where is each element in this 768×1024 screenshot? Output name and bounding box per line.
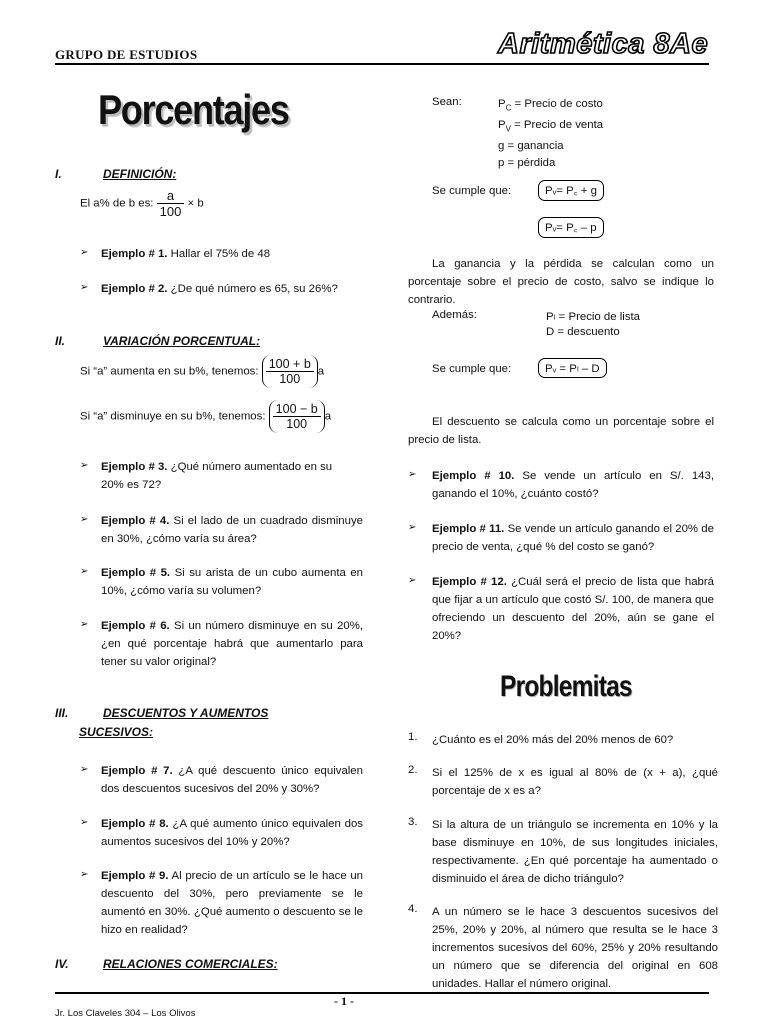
section-number: II. bbox=[55, 334, 66, 348]
footer-address: Jr. Los Claveles 304 – Los Olivos bbox=[55, 1008, 196, 1019]
relations-paragraph-2: El descuento se calcula como un porcentaje sobre el precio de lista. bbox=[408, 416, 714, 446]
section-heading-4 bbox=[55, 957, 355, 973]
definition-g: g = ganancia bbox=[498, 139, 564, 152]
problem-2 bbox=[408, 764, 718, 804]
variation-var: a bbox=[317, 365, 325, 378]
problem-3 bbox=[408, 816, 718, 896]
problem-4 bbox=[408, 903, 718, 993]
example-label: Ejemplo # 7. bbox=[101, 765, 173, 777]
section-label: RELACIONES COMERCIALES: bbox=[103, 957, 278, 971]
ademas-label: Además: bbox=[432, 309, 477, 321]
example-text: Se vende un artículo ganando el 20% de precio de venta, ¿qué % del costo se ganó? bbox=[432, 523, 714, 553]
cumple-label-1: Se cumple que: bbox=[432, 185, 512, 197]
arrow-bullet-icon: ➢ bbox=[80, 460, 89, 471]
definition-pl: Pₗ = Precio de lista bbox=[546, 311, 641, 323]
section-number: IV. bbox=[55, 957, 69, 971]
problem-text: Si el 125% de x es igual al 80% de (x + a), ¿qué porcentaje de x es a? bbox=[432, 767, 718, 797]
definition-pv: $P_V$ = Precio de venta bbox=[498, 118, 604, 134]
example-label: Ejemplo # 3. bbox=[101, 461, 168, 473]
footer-rule bbox=[55, 992, 709, 994]
cumple-label-2: Se cumple que: bbox=[432, 363, 512, 375]
example-label: Ejemplo # 8. bbox=[101, 818, 169, 830]
header-rule bbox=[55, 63, 709, 65]
fraction-numerator: 100 − b bbox=[275, 402, 318, 416]
formula-box-2: Pᵥ= P꜀ – p bbox=[538, 217, 604, 238]
variation-var: a bbox=[324, 410, 332, 423]
arrow-bullet-icon: ➢ bbox=[80, 566, 89, 577]
header-subject: Aritmética 8Ae bbox=[498, 28, 709, 60]
example-text: Si su arista de un cubo aumenta en 10%, ¿cómo varía su volumen? bbox=[101, 567, 363, 597]
definition-p: p = pérdida bbox=[498, 157, 556, 170]
arrow-bullet-icon: ➢ bbox=[408, 522, 417, 533]
section-number: I. bbox=[55, 167, 62, 181]
arrow-bullet-icon: ➢ bbox=[80, 247, 89, 258]
example-text: ¿A qué aumento único equivalen dos aumentos sucesivos del 10% y 20%? bbox=[101, 818, 363, 848]
section-label: VARIACIÓN PORCENTUAL: bbox=[103, 334, 261, 348]
arrow-bullet-icon: ➢ bbox=[80, 514, 89, 525]
section-label: DEFINICIÓN: bbox=[103, 167, 177, 181]
page-number: - 1 - bbox=[334, 994, 354, 1008]
variation-down-text: Si “a” disminuye en su b%, tenemos: bbox=[80, 410, 266, 423]
problem-number: 2. bbox=[408, 764, 418, 776]
definition-d: D = descuento bbox=[546, 326, 620, 338]
formula-box-1: Pᵥ= P꜀ + g bbox=[538, 180, 604, 201]
arrow-bullet-icon: ➢ bbox=[408, 575, 417, 586]
relations-sean: Sean: bbox=[432, 96, 462, 108]
problem-text: Si la altura de un triángulo se incrementa en 10% y la base disminuye en 10%, de sus longitudes iniciales, respectivamente. ¿En qué porcentaje ha aumentado o disminuido el área de dicho triángulo? bbox=[432, 819, 718, 885]
example-label: Ejemplo # 12. bbox=[432, 576, 507, 588]
example-label: Ejemplo # 1. bbox=[101, 248, 168, 260]
example-text: Si el lado de un cuadrado disminuye en 30%, ¿cómo varía su área? bbox=[101, 515, 363, 545]
variation-up-text: Si “a” aumenta en su b%, tenemos: bbox=[80, 365, 259, 378]
definition-prefix: El a% de b es: bbox=[80, 197, 154, 210]
fraction-denominator: 100 bbox=[273, 416, 321, 431]
example-text: Si un número disminuye en su 20%, ¿en qué porcentaje habrá que aumentarlo para tener su valor original? bbox=[101, 620, 363, 668]
fraction-denominator: 100 bbox=[266, 371, 314, 386]
problems-title: Problemitas bbox=[500, 670, 632, 703]
variation-decrease bbox=[80, 400, 331, 433]
section-label: DESCUENTOS Y AUMENTOS bbox=[103, 706, 269, 720]
arrow-bullet-icon: ➢ bbox=[408, 469, 417, 480]
example-text: ¿De qué número es 65, su 26%? bbox=[167, 283, 338, 295]
variation-down-paren bbox=[269, 400, 325, 433]
variation-increase bbox=[80, 355, 324, 388]
example-text: ¿Cuál será el precio de lista que habrá que fijar a un artículo que costó S/. 100, de manera que ofreciendo un descuento del 20%, aún se gane el 20%? bbox=[432, 576, 714, 642]
definition-suffix: × b bbox=[187, 197, 204, 210]
arrow-bullet-icon: ➢ bbox=[80, 282, 89, 293]
example-text: ¿A qué descuento único equivalen dos descuentos sucesivos del 20% y 30%? bbox=[101, 765, 363, 795]
problem-number: 1. bbox=[408, 731, 418, 743]
example-text: Se vende un artículo en S/. 143, ganando el 10%, ¿cuánto costó? bbox=[432, 470, 714, 500]
fraction-numerator: a bbox=[166, 188, 175, 203]
variation-up-paren bbox=[262, 355, 318, 388]
example-label: Ejemplo # 9. bbox=[101, 870, 169, 882]
example-label: Ejemplo # 6. bbox=[101, 620, 170, 632]
section-heading-3 bbox=[55, 706, 355, 746]
definition-pc: $P_C$ = Precio de costo bbox=[498, 98, 603, 113]
relations-definitions bbox=[498, 96, 603, 173]
problem-text: ¿Cuánto es el 20% más del 20% menos de 60? bbox=[432, 734, 674, 746]
arrow-bullet-icon: ➢ bbox=[80, 619, 89, 630]
definition-formula bbox=[80, 188, 204, 219]
fraction-numerator: 100 + b bbox=[268, 357, 311, 371]
example-text: ¿Qué número aumentado en su 20% es 72? bbox=[101, 461, 333, 491]
problem-number: 3. bbox=[408, 816, 418, 828]
arrow-bullet-icon: ➢ bbox=[80, 869, 89, 880]
header-group: GRUPO DE ESTUDIOS bbox=[55, 47, 198, 62]
relations-paragraph-1: La ganancia y la pérdida se calculan como un porcentaje sobre el precio de costo, salvo se indique lo contrario. bbox=[408, 258, 714, 306]
page-title: Porcentajes bbox=[98, 86, 289, 133]
arrow-bullet-icon: ➢ bbox=[80, 764, 89, 775]
problem-number: 4. bbox=[408, 903, 418, 915]
example-label: Ejemplo # 4. bbox=[101, 515, 170, 527]
fraction-denominator: 100 bbox=[157, 203, 185, 219]
example-label: Ejemplo # 2. bbox=[101, 283, 168, 295]
example-label: Ejemplo # 5. bbox=[101, 567, 171, 579]
problem-1 bbox=[408, 731, 718, 751]
example-text: Al precio de un artículo se le hace un descuento del 30%, pero previamente se le aumentó en 30%. ¿Qué aumento o descuento se le hizo en realidad? bbox=[101, 870, 363, 936]
formula-box-3: Pᵥ = Pₗ – D bbox=[538, 358, 607, 378]
arrow-bullet-icon: ➢ bbox=[80, 817, 89, 828]
problem-text: A un número se le hace 3 descuentos sucesivos del 25%, 20% y 20%, al número que resulta se le hace 3 incrementos sucesivos del 60%, 25% y 20% resultando un número que se diferencia del original en 608 unidades. Hallar el número original. bbox=[432, 906, 718, 990]
section-label-line2: SUCESIVOS: bbox=[79, 725, 154, 739]
section-number: III. bbox=[55, 706, 69, 720]
example-label: Ejemplo # 10. bbox=[432, 470, 515, 482]
example-text: Hallar el 75% de 48 bbox=[167, 248, 271, 260]
section-heading-1 bbox=[55, 167, 355, 183]
definition-fraction bbox=[157, 188, 185, 219]
section-heading-2 bbox=[55, 334, 355, 350]
example-label: Ejemplo # 11. bbox=[432, 523, 505, 535]
